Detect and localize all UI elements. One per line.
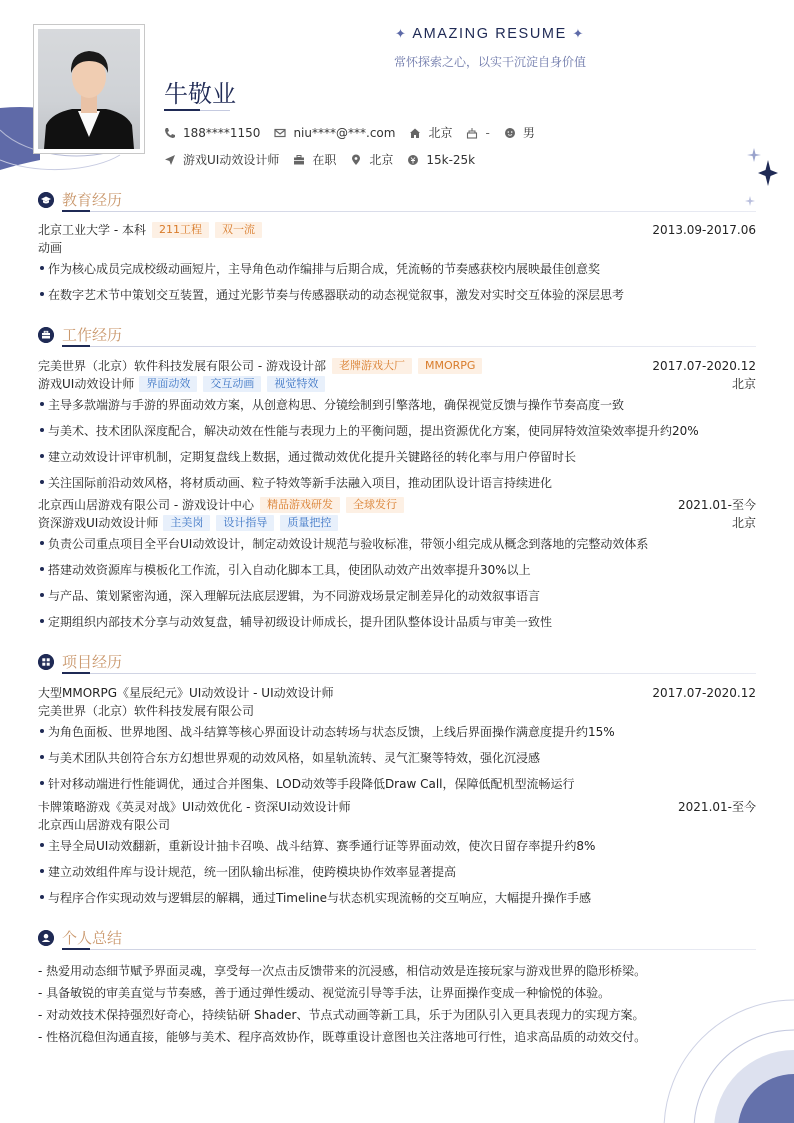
list-item: [38, 535, 756, 552]
job-city: 北京: [731, 377, 756, 391]
section-header: [38, 926, 756, 948]
hometown-item: [409, 124, 452, 141]
bullet-text: 在数字艺术节中策划交互装置，通过光影节奏与传感器联动的动态视觉叙事，激发对实时交互体验的深层思考: [48, 288, 625, 302]
salary-item: [407, 153, 475, 167]
company-tag: MMORPG: [418, 358, 482, 374]
salary-text: 15k-25k: [426, 152, 476, 167]
briefcase-icon: [38, 327, 54, 343]
bullet-text: 关注国际前沿动效风格，将材质动画、粒子特效等新手法融入项目，推动团队设计语言持续进化: [48, 476, 553, 490]
gender-icon: [504, 127, 516, 139]
section-header: [38, 323, 756, 345]
candidate-name: 牛敬业: [164, 80, 236, 108]
section-title: 教育经历: [62, 191, 123, 209]
project-org-row: [38, 816, 756, 833]
avatar: [38, 29, 140, 149]
project-date: 2017.07-2020.12: [652, 685, 756, 700]
job-city: 北京: [731, 516, 756, 530]
birthday-item: [466, 126, 489, 140]
section-rule-accent: [62, 345, 90, 347]
grid-icon: [38, 654, 54, 670]
salary-icon: [407, 154, 419, 166]
bullet-text: 与美术、技术团队深度配合，解决动效在性能与表现力上的平衡问题，提出资源优化方案，使同屏特效渲染效率提升约20%: [48, 424, 699, 438]
job-role: 资深游戏UI动效设计师: [38, 516, 159, 530]
section-title: 项目经历: [62, 653, 123, 671]
name-underline: [164, 109, 200, 111]
section-rule-accent: [62, 948, 90, 950]
list-item: [38, 260, 756, 277]
role-tag: 界面动效: [139, 376, 197, 392]
school-tag: 双一流: [215, 222, 262, 238]
project-name: 大型MMORPG《星辰纪元》UI动效设计 - UI动效设计师: [38, 686, 334, 700]
education-entry: [38, 221, 756, 238]
bullet-text: 与程序合作实现动效与逻辑层的解耦，通过Timeline与状态机实现流畅的交互响应，大幅提升操作手感: [48, 891, 592, 905]
email-text: niu****@***.com: [293, 125, 396, 140]
project-title-row: [38, 684, 756, 701]
name-underline-light: [200, 110, 230, 111]
bullet-text: 建立动效组件库与设计规范，统一团队输出标准，使跨模块协作效率显著提高: [48, 865, 457, 879]
intention-row: [164, 151, 489, 168]
summary-line: - 性格沉稳但沟通直接，能够与美术、程序高效协作，既尊重设计意图也关注落地可行性，追求高品质的动效交付。: [38, 1030, 647, 1044]
role-tag: 设计指导: [216, 515, 274, 531]
project-org: 北京西山居游戏有限公司: [38, 818, 171, 832]
list-item: [38, 613, 756, 630]
home-icon: [409, 127, 421, 139]
work-city-item: [350, 151, 393, 168]
send-icon: [164, 154, 176, 166]
company-name: 完美世界（北京）软件科技发展有限公司 - 游戏设计部: [38, 359, 326, 373]
location-icon: [350, 154, 362, 166]
list-item: [38, 749, 756, 766]
project-org-row: [38, 702, 756, 719]
list-item: [38, 422, 756, 439]
brand-title: [380, 26, 600, 42]
bullet-text: 与美术团队共创符合东方幻想世界观的动效风格，如星轨流转、灵气汇聚等特效，强化沉浸感: [48, 751, 541, 765]
user-icon: [38, 930, 54, 946]
bullet-text: 负责公司重点项目全平台UI动效设计，制定动效设计规范与验收标准，带领小组完成从概念到落地的完整动效体系: [48, 537, 649, 551]
project-date: 2021.01-至今: [678, 800, 756, 814]
sparkle-icon: ✦: [572, 26, 585, 41]
work-city-text: 北京: [369, 153, 394, 167]
company-tag: 老牌游戏大厂: [332, 358, 412, 374]
hometown-text: 北京: [428, 126, 453, 140]
school-name: 北京工业大学 - 本科: [38, 223, 146, 237]
section-rule-accent: [62, 672, 90, 674]
section-rule: [62, 211, 756, 212]
project-title-row: [38, 798, 756, 815]
section-rule: [62, 949, 756, 950]
list-item: [38, 723, 756, 740]
bullet-text: 定期组织内部技术分享与动效复盘，辅导初级设计师成长，提升团队整体设计品质与审美一致性: [48, 615, 553, 629]
list-item: [38, 561, 756, 578]
gender-text: 男: [522, 126, 535, 140]
list-item: [38, 889, 756, 906]
job-target-item: [164, 151, 279, 168]
list-item: [38, 448, 756, 465]
summary-line: - 具备敏锐的审美直觉与节奏感，善于通过弹性缓动、视觉流引导等手法，让界面操作变成一种愉悦的体验。: [38, 986, 611, 1000]
sparkle-icon: ✦: [394, 26, 408, 41]
job-date: 2021.01-至今: [678, 498, 756, 512]
contact-row: [164, 124, 549, 141]
role-tag: 交互动画: [203, 376, 261, 392]
section-rule: [62, 673, 756, 674]
summary-line: - 对动效技术保持强烈好奇心，持续钻研 Shader、节点式动画等新工具，乐于为团队引入更具表现力的实现方案。: [38, 1008, 645, 1022]
major: 动画: [38, 241, 63, 255]
job-role-row: [38, 514, 756, 531]
job-company-row: [38, 496, 756, 513]
mail-icon: [274, 127, 286, 139]
project-org: 完美世界（北京）软件科技发展有限公司: [38, 704, 255, 718]
section-rule-accent: [62, 210, 90, 212]
brand-text: AMAZING RESUME: [412, 26, 567, 42]
slogan: 常怀探索之心，以实干沉淀自身价值: [393, 55, 586, 69]
education-date: 2013.09-2017.06: [652, 222, 756, 237]
phone-item: [164, 126, 260, 140]
bullet-text: 主导多款端游与手游的界面动效方案，从创意构思、分镜绘制到引擎落地，确保视觉反馈与操作节奏高度一致: [48, 398, 625, 412]
gender-item: [504, 124, 535, 141]
list-item: [38, 837, 756, 854]
role-tag: 主美岗: [163, 515, 210, 531]
summary-line: - 热爱用动态细节赋予界面灵魂，享受每一次点击反馈带来的沉浸感，相信动效是连接玩家与游戏世界的隐形桥梁。: [38, 964, 647, 978]
bullet-text: 为角色面板、世界地图、战斗结算等核心界面设计动态转场与状态反馈，上线后界面操作满意度提升约15%: [48, 725, 615, 739]
bullet-text: 建立动效设计评审机制，定期复盘线上数据，通过微动效优化提升关键路径的转化率与用户停留时长: [48, 450, 577, 464]
bullet-text: 主导全局UI动效翻新，重新设计抽卡召唤、战斗结算、赛季通行证等界面动效，使次日留存率提升约8%: [48, 839, 596, 853]
briefcase-icon: [293, 154, 305, 166]
job-role: 游戏UI动效设计师: [38, 377, 135, 391]
section-header: [38, 188, 756, 210]
projects-section: [38, 650, 756, 910]
section-title: 个人总结: [62, 929, 123, 947]
cake-icon: [466, 127, 478, 139]
list-item: [38, 286, 756, 303]
phone-text: 188****1150: [183, 125, 261, 140]
list-item: [38, 474, 756, 491]
profile-photo-frame: [33, 24, 145, 154]
company-name: 北京西山居游戏有限公司 - 游戏设计中心: [38, 498, 254, 512]
job-date: 2017.07-2020.12: [652, 358, 756, 373]
phone-icon: [164, 127, 176, 139]
section-rule: [62, 346, 756, 347]
job-target-text: 游戏UI动效设计师: [183, 153, 280, 167]
work-section: [38, 323, 756, 633]
major-row: [38, 239, 756, 256]
school-tag: 211工程: [152, 222, 209, 238]
company-tag: 全球发行: [346, 497, 404, 513]
list-item: [38, 396, 756, 413]
section-title: 工作经历: [62, 326, 123, 344]
section-header: [38, 650, 756, 672]
role-tag: 质量把控: [280, 515, 338, 531]
list-item: [38, 863, 756, 880]
company-tag: 精品游戏研发: [260, 497, 340, 513]
list-item: [38, 587, 756, 604]
education-section: [38, 188, 756, 308]
job-role-row: [38, 375, 756, 392]
bullet-text: 针对移动端进行性能调优，通过合并图集、LOD动效等手段降低Draw Call，保障低配机型流畅运行: [48, 777, 575, 791]
email-item: [274, 126, 395, 140]
job-status-item: [293, 151, 336, 168]
bullet-text: 搭建动效资源库与模板化工作流，引入自动化脚本工具，使团队动效产出效率提升30%以上: [48, 563, 531, 577]
bullet-text: 作为核心成员完成校级动画短片，主导角色动作编排与后期合成，凭流畅的节奏感获校内展映最佳创意奖: [48, 262, 601, 276]
bullet-text: 与产品、策划紧密沟通，深入理解玩法底层逻辑，为不同游戏场景定制差异化的动效叙事语言: [48, 589, 541, 603]
avatar-portrait-icon: [38, 29, 140, 149]
summary-section: [38, 926, 756, 1046]
birthday-text: -: [485, 125, 490, 140]
list-item: [38, 775, 756, 792]
job-status-text: 在职: [312, 153, 337, 167]
project-name: 卡牌策略游戏《英灵对战》UI动效优化 - 资深UI动效设计师: [38, 800, 351, 814]
job-company-row: [38, 357, 756, 374]
graduation-cap-icon: [38, 192, 54, 208]
role-tag: 视觉特效: [267, 376, 325, 392]
